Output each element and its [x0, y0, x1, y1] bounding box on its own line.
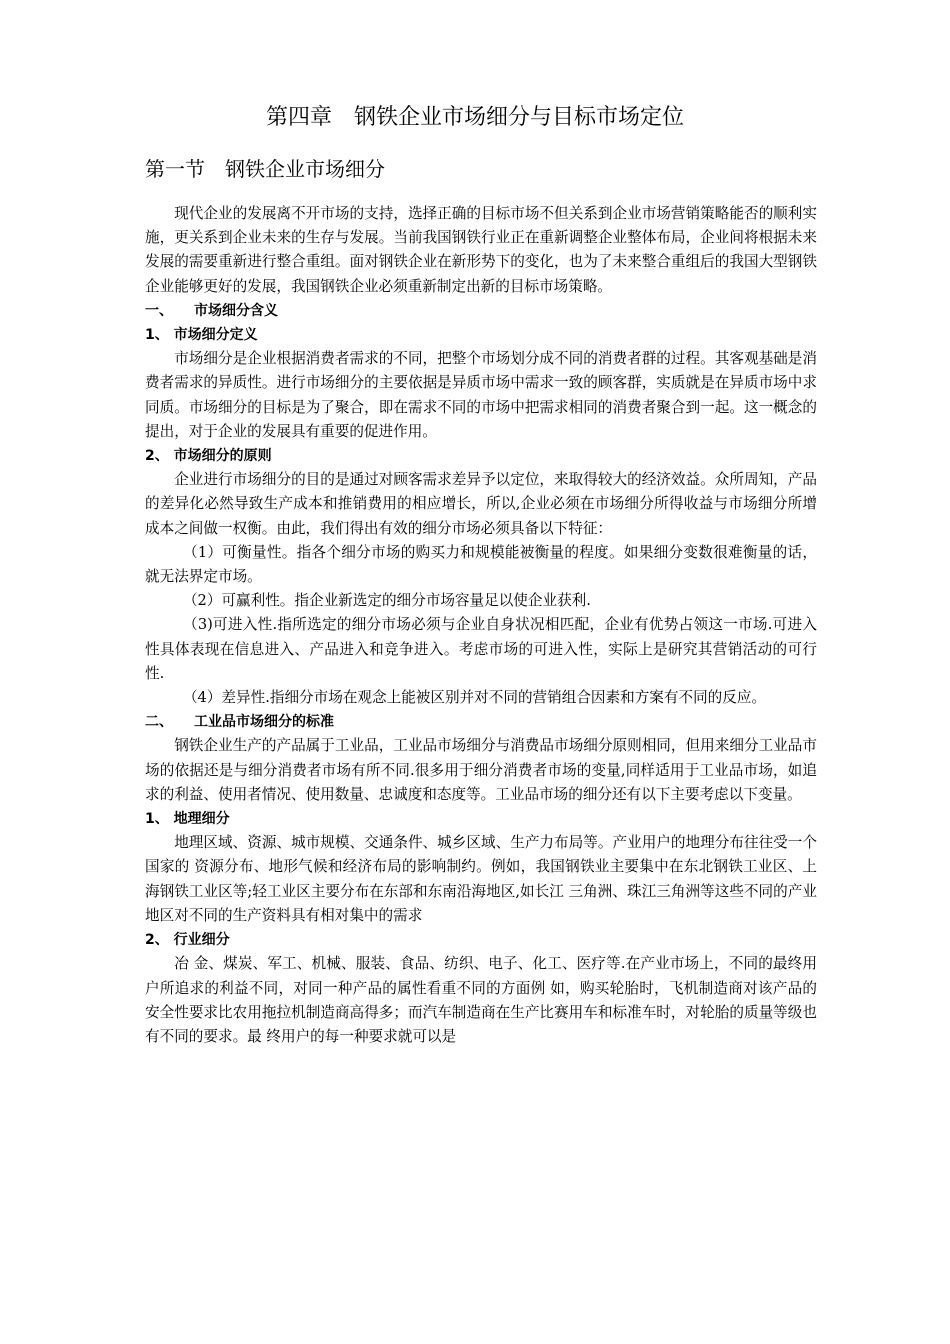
section-title: 第一节 钢铁企业市场细分: [145, 157, 385, 181]
principle-item-4: （4）差异性.指细分市场在观念上能被区别并对不同的营销组合因素和方案有不同的反应。: [182, 689, 767, 707]
part2-sub1-heading: 1、 地理细分: [145, 811, 230, 828]
part1-sub1-paragraph: 市场细分是企业根据消费者需求的不同，把整个市场划分成不同的消费者群的过程。其客观基础是消费者需求的异质性。进行市场细分的主要依据是异质市场中需求一致的顾客群，实质就是在异质市场中求同质。市场细分的目标是为了聚合，即在需求不同的市场中把需求相同的消费者聚合到一起。这一概念的提出，对于企业的发展具有重要的促进作用。: [145, 350, 817, 440]
part2-paragraph: 钢铁企业生产的产品属于工业品，工业品市场细分与消费品市场细分原则相同，但用来细分工业品市场的依据还是与细分消费者市场有所不同.很多用于细分消费者市场的变量,同样适用于工业品市场，如追求的利益、使用者情况、使用数量、忠诚度和态度等。工业品市场的细分还有以下主要考虑以下变量。: [145, 737, 817, 803]
part2-sub2-heading: 2、 行业细分: [145, 932, 230, 949]
part1-heading: 一、 市场细分含义: [145, 302, 278, 319]
part1-sub1-heading: 1、 市场细分定义: [145, 327, 258, 344]
principle-item-2: （2）可赢利性。指企业新选定的细分市场容量足以使企业获利.: [182, 592, 591, 610]
chapter-title: 第四章 钢铁企业市场细分与目标市场定位: [265, 105, 684, 130]
principle-item-1: （1）可衡量性。指各个细分市场的购买力和规模能被衡量的程度。如果细分变数很难衡量的话，就无法界定市场。: [145, 543, 817, 586]
part1-sub2-heading: 2、 市场细分的原则: [145, 448, 272, 465]
part2-sub2-paragraph: 冶 金、煤炭、军工、机械、服装、食品、纺织、电子、化工、医疗等.在产业市场上，不同的最终用户所追求的利益不同，对同一种产品的属性看重不同的方面例 如，购买轮胎时，飞机制造商对该产品的安全性要求比农用拖拉机制造商高得多；而汽车制造商在生产比赛用车和标准车时，对轮胎的质量等级也有不同的要求。最 终用户的每一种要求就可以是: [145, 955, 817, 1045]
principle-item-3: （3)可进入性.指所选定的细分市场必须与企业自身状况相匹配，企业有优势占领这一市场.可进入性具体表现在信息进入、产品进入和竞争进入。考虑市场的可进入性，实际上是研究其营销活动的可行性.: [145, 616, 817, 682]
document-body: [145, 202, 817, 1049]
part2-heading: 二、 工业品市场细分的标准: [145, 714, 334, 731]
intro-paragraph: 现代企业的发展离不开市场的支持，选择正确的目标市场不但关系到企业市场营销策略能否的顺利实施，更关系到企业未来的生存与发展。当前我国钢铁行业正在重新调整企业整体布局，企业间将根据未来发展的需要重新进行整合重组。面对钢铁企业在新形势下的变化，也为了未来整合重组后的我国大型钢铁企业能够更好的发展，我国钢铁企业必须重新制定出新的目标市场策略。: [145, 205, 817, 295]
part2-sub1-paragraph: 地理区域、资源、城市规模、交通条件、城乡区域、生产力布局等。产业用户的地理分布往往受一个国家的 资源分布、地形气候和经济布局的影响制约。例如，我国钢铁业主要集中在东北钢铁工业区、上海钢铁工业区等;轻工业区主要分布在东部和东南沿海地区,如长江 三角洲、珠江三角洲等这些不同的产业地区对不同的生产资料具有相对集中的需求: [145, 834, 817, 924]
part1-sub2-paragraph: 企业进行市场细分的目的是通过对顾客需求差异予以定位，来取得较大的经济效益。众所周知，产品的差异化必然导致生产成本和推销费用的相应增长，所以,企业必须在市场细分所得收益与市场细分所增成本之间做一权衡。由此，我们得出有效的细分市场必须具备以下特征：: [145, 471, 817, 537]
